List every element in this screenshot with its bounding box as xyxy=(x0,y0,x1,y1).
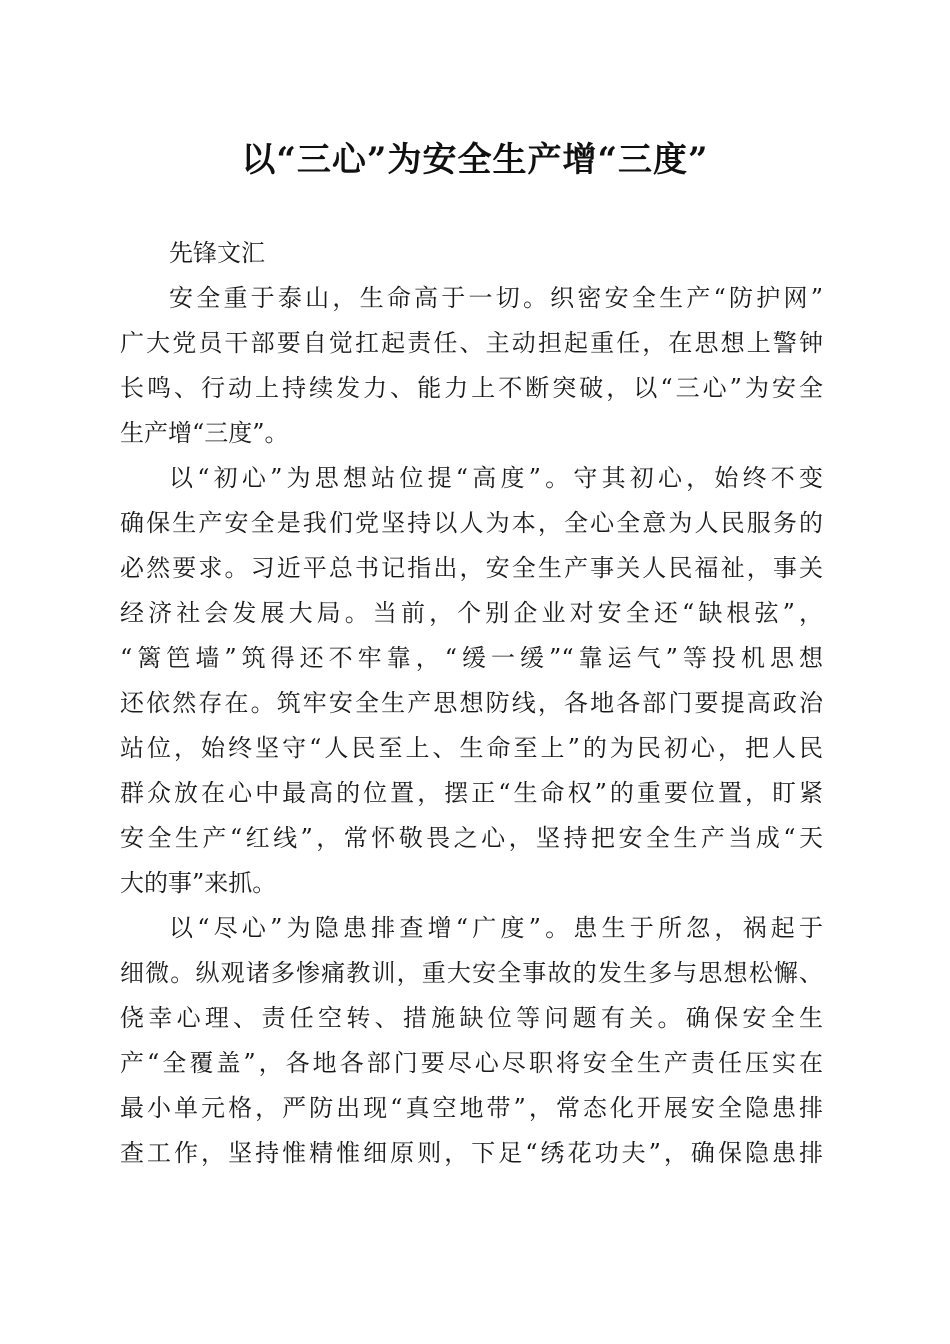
paragraph-1 xyxy=(120,276,823,456)
paragraph-line: 长鸣、行动上持续发力、能力上不断突破，以“三心”为安全 xyxy=(120,374,823,402)
paragraph-line: 产“全覆盖”，各地各部门要尽心尽职将安全生产责任压实在 xyxy=(120,1049,823,1077)
document-title: 以“三心”为安全生产增“三度” xyxy=(241,140,709,180)
paragraph-line: 站位，始终坚守“人民至上、生命至上”的为民初心，把人民 xyxy=(120,734,823,762)
paragraph-line: 群众放在心中最高的位置，摆正“生命权”的重要位置，盯紧 xyxy=(120,779,823,807)
paragraph-line: 广大党员干部要自觉扛起责任、主动担起重任，在思想上警钟 xyxy=(120,329,823,357)
paragraph-line: 侥幸心理、责任空转、措施缺位等问题有关。确保安全生 xyxy=(120,1004,823,1032)
paragraph-line: 经济社会发展大局。当前，个别企业对安全还“缺根弦”， xyxy=(120,599,823,627)
paragraph-3 xyxy=(120,906,823,1176)
paragraph-2 xyxy=(120,456,823,906)
document-body xyxy=(120,231,823,1176)
paragraph-line: 查工作，坚持惟精惟细原则，下足“绣花功夫”，确保隐患排 xyxy=(120,1139,823,1167)
paragraph-line: 安全重于泰山，生命高于一切。织密安全生产“防护网” xyxy=(169,284,823,312)
paragraph-line: 必然要求。习近平总书记指出，安全生产事关人民福祉，事关 xyxy=(120,554,823,582)
paragraph-line: 还依然存在。筑牢安全生产思想防线，各地各部门要提高政治 xyxy=(120,689,823,717)
paragraph-line: 最小单元格，严防出现“真空地带”，常态化开展安全隐患排 xyxy=(120,1094,823,1122)
paragraph-line: 以“尽心”为隐患排查增“广度”。患生于所忽，祸起于 xyxy=(169,914,823,942)
paragraph-line: 确保生产安全是我们党坚持以人为本，全心全意为人民服务的 xyxy=(120,509,823,537)
paragraph-line: 大的事”来抓。 xyxy=(120,869,277,897)
paragraph-line: 生产增“三度”。 xyxy=(120,419,289,447)
paragraph-line: 以“初心”为思想站位提“高度”。守其初心，始终不变 xyxy=(169,464,823,492)
paragraph-line: “篱笆墙”筑得还不牢靠，“缓一缓”“靠运气”等投机思想 xyxy=(120,644,823,672)
paragraph-line: 细微。纵观诸多惨痛教训，重大安全事故的发生多与思想松懈、 xyxy=(120,959,823,987)
byline: 先锋文汇 xyxy=(169,239,265,267)
paragraph-line: 安全生产“红线”，常怀敬畏之心，坚持把安全生产当成“天 xyxy=(120,824,823,852)
